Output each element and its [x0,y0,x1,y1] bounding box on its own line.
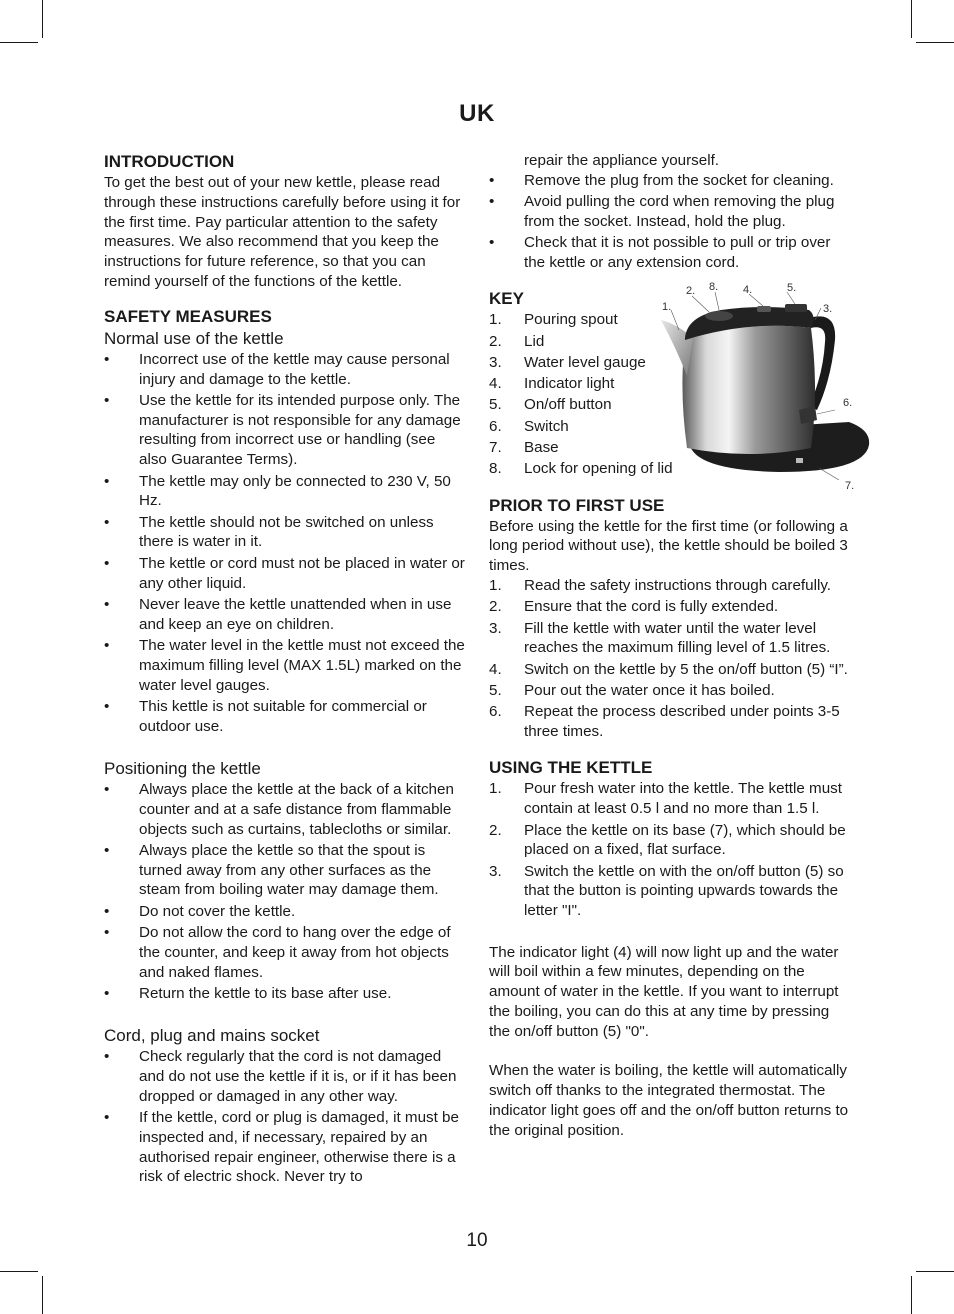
crop-mark-top-right-h [916,42,954,43]
normal-use-list [104,350,466,737]
list-item: 3. Switch the kettle on with the on/off button (5) so that the button is pointing upwards towards the letter "I". [489,862,844,920]
page-language-heading: UK [459,100,495,127]
prior-intro: Before using the kettle for the first time (or following a long period without use), the kettle should be boiled 3 times. [489,517,848,575]
callout-4: 4. [743,284,753,297]
cord-list-continued [489,171,854,273]
callout-1: 1. [662,301,672,314]
using-steps [489,779,854,921]
list-item: 8. Lock for opening of lid [489,460,673,478]
list-item: • Check that it is not possible to pull or trip over the kettle or any extension cord. [489,234,831,271]
cord-continued-text: repair the appliance yourself. [524,152,720,169]
crop-mark-bottom-right-h [916,1271,954,1272]
introduction-text: To get the best out of your new kettle, please read through these instructions carefully before using it for the first time. Pay particular attention to the safety measures. We also recommend that you keep the instructions for future reference, so that you can remind yourself of the functions of the kettle. [104,174,461,290]
using-heading: USING THE KETTLE [489,758,653,778]
safety-heading: SAFETY MEASURES [104,306,272,326]
list-item: 5. On/off button [489,396,612,414]
key-section [489,281,855,491]
list-item: 2. Ensure that the cord is fully extended. [489,598,779,616]
callout-2: 2. [686,285,696,298]
list-item: • Check regularly that the cord is not damaged and do not use the kettle if it is, or if it has been dropped or damaged in any other way. [104,1048,457,1105]
list-item: • The water level in the kettle must not exceed the maximum filling level (MAX 1.5L) marked on the water level gauges. [104,636,465,694]
kettle-illustration [659,280,879,490]
list-item: • Never leave the kettle unattended when in use and keep an eye on children. [104,595,452,633]
callout-6: 6. [843,397,853,410]
list-item: • Do not cover the kettle. [104,902,296,920]
key-heading: KEY [489,289,524,309]
callout-7: 7. [845,480,855,491]
crop-mark-top-right-v [911,0,912,38]
crop-mark-bottom-right-v [911,1276,912,1314]
crop-mark-top-left-h [0,42,38,43]
cord-heading: Cord, plug and mains socket [104,1026,320,1046]
using-paragraph-2: When the water is boiling, the kettle will automatically switch off thanks to the integrated thermostat. The indicator light goes off and the on/off button returns to the original position. [489,1062,849,1139]
positioning-heading: Positioning the kettle [104,758,261,778]
introduction-heading: INTRODUCTION [104,152,235,171]
list-item: 1. Pouring spout [489,311,618,329]
page-number: 10 [466,1230,488,1251]
crop-mark-bottom-left-v [42,1276,43,1314]
list-item: • Incorrect use of the kettle may cause personal injury and damage to the kettle. [104,350,450,388]
list-item: 4. Switch on the kettle by 5 the on/off button (5) “I”. [489,660,848,678]
right-column [489,151,854,1141]
callout-3: 3. [823,303,833,316]
callout-8: 8. [709,281,719,294]
using-paragraph-1: The indicator light (4) will now light up and the water will boil within a few minutes, depending on the amount of water in the kettle. If you want to interrupt the boiling, you can do this at any time by pressing the on/off button (5) "0". [489,943,839,1040]
prior-heading: PRIOR TO FIRST USE [489,495,665,515]
list-item: 1. Pour fresh water into the kettle. The kettle must contain at least 0.5 l and no more than 1.5 l. [489,780,842,818]
list-item: 5. Pour out the water once it has boiled. [489,682,775,700]
positioning-list [104,780,466,1004]
list-item: • Remove the plug from the socket for cleaning. [489,171,834,189]
crop-mark-bottom-left-h [0,1271,38,1272]
list-item: • The kettle may only be connected to 230 V, 50 Hz. [104,472,451,510]
list-item: • Return the kettle to its base after use. [104,984,392,1002]
prior-steps [489,576,854,742]
list-item: • The kettle or cord must not be placed in water or any other liquid. [104,554,465,592]
cord-list [104,1047,466,1187]
list-item: 2. Place the kettle on its base (7), which should be placed on a fixed, flat surface. [489,821,846,859]
normal-use-heading: Normal use of the kettle [104,328,284,348]
callout-5: 5. [787,282,797,295]
list-item: 7. Base [489,439,559,457]
list-item: 1. Read the safety instructions through carefully. [489,577,832,595]
crop-mark-top-left-v [42,0,43,38]
list-item: • If the kettle, cord or plug is damaged, it must be inspected and, if necessary, repaired by an authorised repair engineer, otherwise there is a risk of electric shock. Never try to [104,1109,459,1186]
list-item: • Use the kettle for its intended purpose only. The manufacturer is not responsible for any damage resulting from incorrect use or handling (see also Guarantee Terms). [104,391,461,469]
list-item: • This kettle is not suitable for commercial or outdoor use. [104,697,427,735]
list-item: 3. Water level gauge [489,353,646,371]
list-item: 4. Indicator light [489,375,615,393]
list-item: • Avoid pulling the cord when removing the plug from the socket. Instead, hold the plug. [489,193,835,230]
list-item: 6. Repeat the process described under points 3-5 three times. [489,703,840,741]
list-item: 3. Fill the kettle with water until the water level reaches the maximum filling level of 1.5 litres. [489,619,831,657]
list-item: • Always place the kettle at the back of a kitchen counter and at a safe distance from flammable objects such as curtains, tablecloths or similar. [104,780,454,838]
left-column [104,151,466,1189]
list-item: • Always place the kettle so that the spout is turned away from any other surfaces as the steam from boiling water may damage them. [104,841,439,899]
list-item: 2. Lid [489,332,545,350]
list-item: • Do not allow the cord to hang over the edge of the counter, and keep it away from hot objects and naked flames. [104,924,451,981]
list-item: 6. Switch [489,417,569,435]
list-item: • The kettle should not be switched on unless there is water in it. [104,513,434,551]
